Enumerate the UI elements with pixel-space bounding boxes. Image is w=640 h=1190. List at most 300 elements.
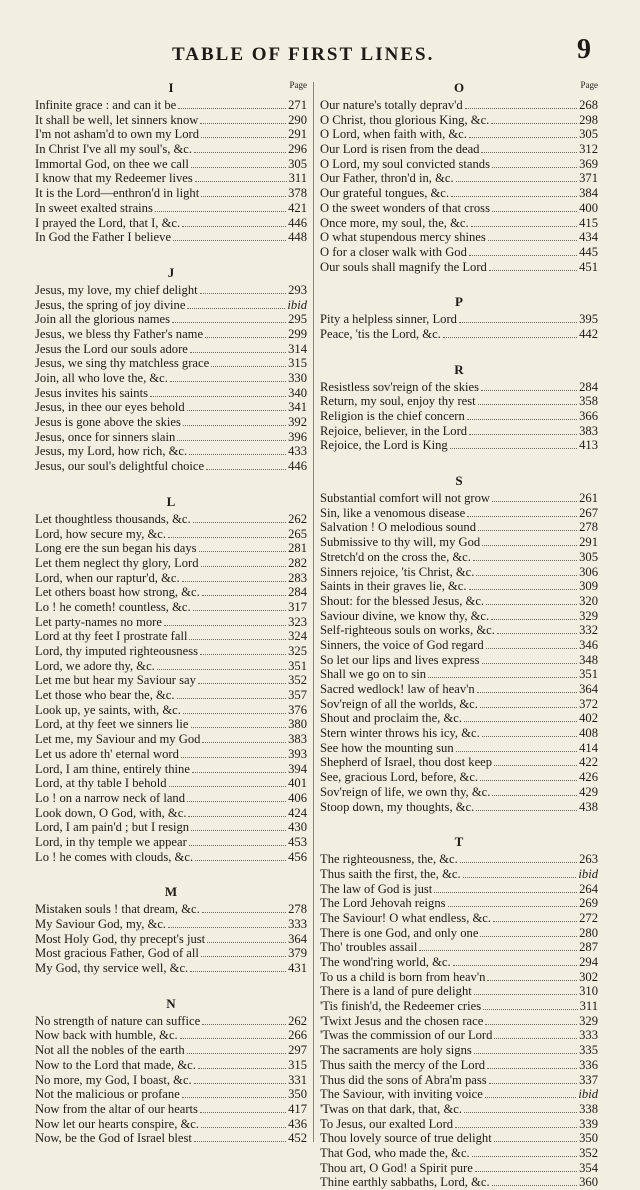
list-item bbox=[35, 600, 307, 615]
hymn-page-number: 278 bbox=[288, 902, 307, 917]
list-item bbox=[35, 1117, 307, 1132]
list-item bbox=[35, 1073, 307, 1088]
list-item bbox=[35, 1102, 307, 1117]
list-item bbox=[320, 940, 598, 955]
list-item bbox=[320, 113, 598, 128]
list-item bbox=[320, 770, 598, 785]
list-item bbox=[320, 682, 598, 697]
hymn-page-number: 295 bbox=[288, 312, 307, 327]
first-line-text: Shout and proclaim the, &c. bbox=[320, 711, 462, 726]
section-heading bbox=[35, 882, 307, 902]
hymn-page-number: 402 bbox=[579, 711, 598, 726]
dot-leader bbox=[177, 440, 286, 441]
first-line-text: Rejoice, believer, in the Lord bbox=[320, 423, 468, 438]
dot-leader bbox=[178, 108, 286, 109]
list-item bbox=[320, 1058, 598, 1073]
hymn-page-number: 392 bbox=[288, 415, 307, 430]
dot-leader bbox=[187, 308, 285, 309]
dot-leader bbox=[485, 1024, 577, 1025]
dot-leader bbox=[493, 921, 577, 922]
dot-leader bbox=[455, 1127, 577, 1128]
first-line-text: Let us adore th' eternal word bbox=[35, 746, 179, 761]
hymn-page-number: 315 bbox=[288, 1057, 307, 1072]
section-letter: P bbox=[455, 294, 463, 310]
section-heading bbox=[320, 471, 598, 491]
section-letter: L bbox=[166, 493, 176, 509]
hymn-page-number: 452 bbox=[288, 1131, 307, 1146]
hymn-page-number: 324 bbox=[288, 629, 307, 644]
hymn-page-number: 360 bbox=[579, 1175, 598, 1190]
list-item bbox=[320, 201, 598, 216]
first-line-text: Jesus, our soul's delightful choice bbox=[35, 459, 205, 474]
first-line-text: 'Twas on that dark, that, &c. bbox=[320, 1101, 462, 1116]
dot-leader bbox=[199, 551, 287, 552]
dot-leader bbox=[173, 240, 286, 241]
hymn-page-number: 350 bbox=[288, 1087, 307, 1102]
first-line-text: Let those who bear the, &c. bbox=[35, 688, 175, 703]
list-item bbox=[320, 216, 598, 231]
dot-leader bbox=[189, 845, 286, 846]
first-line-text: Jesus, we sing thy matchless grace bbox=[35, 356, 210, 371]
section-heading bbox=[320, 78, 598, 98]
dot-leader bbox=[177, 698, 287, 699]
first-line-text: Jesus, my Lord, how rich, &c. bbox=[35, 444, 188, 459]
section-gap bbox=[35, 864, 307, 882]
first-line-text: Jesus, we bless thy Father's name bbox=[35, 326, 204, 341]
hymn-page-number: 314 bbox=[288, 341, 307, 356]
hymn-page-number: 329 bbox=[579, 608, 598, 623]
list-item bbox=[320, 1117, 598, 1132]
hymn-page-number: 422 bbox=[579, 755, 598, 770]
section-gap bbox=[320, 814, 598, 832]
first-line-text: I prayed the Lord, that I, &c. bbox=[35, 215, 181, 230]
dot-leader bbox=[191, 830, 286, 831]
hymn-page-number: 354 bbox=[579, 1160, 598, 1175]
first-line-text: O for a closer walk with God bbox=[320, 244, 467, 259]
hymn-page-number: 424 bbox=[288, 805, 307, 820]
list-item bbox=[35, 1131, 307, 1146]
first-line-text: That God, who made the, &c. bbox=[320, 1145, 470, 1160]
list-item bbox=[35, 688, 307, 703]
hymn-page-number: 406 bbox=[288, 790, 307, 805]
dot-leader bbox=[464, 721, 577, 722]
list-item bbox=[320, 327, 598, 342]
dot-leader bbox=[181, 757, 286, 758]
list-item bbox=[35, 932, 307, 947]
hymn-page-number: 284 bbox=[288, 585, 307, 600]
hymn-page-number: 383 bbox=[288, 732, 307, 747]
dot-leader bbox=[478, 530, 577, 531]
list-item bbox=[35, 444, 307, 459]
dot-leader bbox=[471, 226, 577, 227]
first-line-text: Now to the Lord that made, &c. bbox=[35, 1057, 196, 1072]
dot-leader bbox=[182, 226, 286, 227]
hymn-page-number: 429 bbox=[579, 784, 598, 799]
list-item bbox=[35, 703, 307, 718]
dot-leader bbox=[487, 1068, 577, 1069]
first-line-text: Thus saith the mercy of the Lord bbox=[320, 1057, 486, 1072]
hymn-page-number: 421 bbox=[288, 200, 307, 215]
hymn-page-number: ibid bbox=[287, 297, 307, 312]
hymn-page-number: 305 bbox=[288, 156, 307, 171]
first-line-text: Lord, I am pain'd ; but I resign bbox=[35, 820, 190, 835]
list-item bbox=[35, 1014, 307, 1029]
dot-leader bbox=[202, 595, 286, 596]
hymn-page-number: 401 bbox=[288, 776, 307, 791]
entry-list bbox=[320, 852, 598, 1190]
hymn-page-number: 366 bbox=[579, 409, 598, 423]
list-item bbox=[320, 506, 598, 521]
list-item bbox=[320, 394, 598, 409]
first-line-text: Lo ! he cometh! countless, &c. bbox=[35, 599, 191, 614]
first-line-text: The righteousness, the, &c. bbox=[320, 852, 458, 867]
first-line-text: Jesus, in thee our eyes behold bbox=[35, 400, 185, 415]
hymn-page-number: 378 bbox=[288, 186, 307, 201]
hymn-page-number: 358 bbox=[579, 394, 598, 409]
hymn-page-number: 278 bbox=[579, 520, 598, 535]
list-item bbox=[320, 638, 598, 653]
dot-leader bbox=[200, 654, 286, 655]
section-letter: N bbox=[166, 995, 176, 1011]
dot-leader bbox=[194, 1141, 286, 1142]
hymn-page-number: 311 bbox=[288, 171, 307, 186]
section-letter: R bbox=[454, 361, 464, 377]
section-heading bbox=[320, 832, 598, 852]
first-line-text: Saints in their graves lie, &c. bbox=[320, 579, 467, 594]
section-letter: O bbox=[453, 80, 465, 95]
first-line-text: Lord, when our raptur'd, &c. bbox=[35, 570, 180, 585]
dot-leader bbox=[194, 1083, 286, 1084]
first-line-text: Tho' troubles assail bbox=[320, 940, 418, 955]
list-item bbox=[35, 186, 307, 201]
first-line-text: Jesus, my love, my chief delight bbox=[35, 282, 198, 297]
first-line-text: Self-righteous souls on works, &c. bbox=[320, 623, 495, 638]
first-line-text: It shall be well, let sinners know bbox=[35, 112, 199, 127]
dot-leader bbox=[164, 625, 286, 626]
hymn-page-number: 426 bbox=[579, 770, 598, 785]
first-line-text: Stoop down, my thoughts, &c. bbox=[320, 799, 475, 814]
hymn-page-number: 348 bbox=[579, 652, 598, 667]
dot-leader bbox=[195, 860, 286, 861]
hymn-page-number: 311 bbox=[579, 999, 598, 1014]
first-line-text: The Saviour, with inviting voice bbox=[320, 1087, 483, 1102]
first-line-text: Religion is the chief concern bbox=[320, 409, 465, 423]
dot-leader bbox=[205, 337, 286, 338]
section-heading bbox=[320, 360, 598, 380]
hymn-page-number: 415 bbox=[579, 215, 598, 230]
first-line-text: O Lord, when faith with, &c. bbox=[320, 127, 467, 142]
list-item bbox=[320, 623, 598, 638]
hymn-page-number: 346 bbox=[579, 637, 598, 652]
dot-leader bbox=[189, 454, 286, 455]
list-item bbox=[320, 852, 598, 867]
dot-leader bbox=[198, 1068, 286, 1069]
hymn-page-number: 376 bbox=[288, 702, 307, 717]
list-item bbox=[35, 902, 307, 917]
hymn-page-number: 364 bbox=[579, 682, 598, 696]
first-line-text: No strength of nature can suffice bbox=[35, 1013, 201, 1028]
dot-leader bbox=[489, 270, 577, 271]
dot-leader bbox=[474, 994, 577, 995]
dot-leader bbox=[491, 123, 577, 124]
hymn-page-number: 287 bbox=[579, 940, 598, 955]
dot-leader bbox=[189, 639, 286, 640]
list-item bbox=[320, 565, 598, 580]
first-line-text: Lord, in thy temple we appear bbox=[35, 834, 187, 849]
list-item bbox=[320, 896, 598, 911]
hymn-page-number: 298 bbox=[579, 112, 598, 127]
hymn-page-number: 330 bbox=[288, 371, 307, 385]
first-line-text: Substantial comfort will not grow bbox=[320, 491, 490, 506]
right-column bbox=[320, 78, 598, 1190]
first-line-text: Let me, my Saviour and my God bbox=[35, 732, 201, 747]
dot-leader bbox=[157, 669, 286, 670]
dot-leader bbox=[200, 123, 286, 124]
dot-leader bbox=[474, 1053, 577, 1054]
first-line-text: See, gracious Lord, before, &c. bbox=[320, 770, 479, 785]
hymn-page-number: 434 bbox=[579, 230, 598, 245]
hymn-page-number: 372 bbox=[579, 696, 598, 711]
list-item bbox=[35, 917, 307, 932]
first-line-text: Infinite grace : and can it be bbox=[35, 98, 177, 112]
dot-leader bbox=[170, 381, 286, 382]
hymn-page-number: 265 bbox=[288, 526, 307, 541]
first-line-text: Rejoice, the Lord is King bbox=[320, 438, 448, 453]
first-line-text: There is a land of pure delight bbox=[320, 984, 472, 999]
dot-leader bbox=[492, 1185, 577, 1186]
first-line-text: The Lord Jehovah reigns bbox=[320, 896, 446, 911]
first-line-text: Saviour divine, we know thy, &c. bbox=[320, 608, 490, 623]
first-line-text: Look down, O God, with, &c. bbox=[35, 805, 187, 820]
list-item bbox=[35, 98, 307, 113]
hymn-page-number: 438 bbox=[579, 799, 598, 814]
first-line-text: To Jesus, our exalted Lord bbox=[320, 1116, 454, 1131]
hymn-page-number: 431 bbox=[288, 961, 307, 976]
first-line-text: Now, be the God of Israel blest bbox=[35, 1131, 192, 1146]
hymn-page-number: 350 bbox=[579, 1131, 598, 1146]
hymn-page-number: 262 bbox=[288, 1013, 307, 1028]
dot-leader bbox=[195, 181, 287, 182]
dot-leader bbox=[183, 425, 286, 426]
list-item bbox=[320, 1161, 598, 1176]
list-item bbox=[35, 1043, 307, 1058]
dot-leader bbox=[193, 522, 286, 523]
hymn-page-number: 394 bbox=[288, 761, 307, 776]
list-item bbox=[320, 409, 598, 424]
dot-leader bbox=[489, 1083, 577, 1084]
section-letter: M bbox=[164, 884, 178, 900]
dot-leader bbox=[451, 196, 577, 197]
first-line-text: The wond'ring world, &c. bbox=[320, 955, 451, 969]
list-item bbox=[320, 312, 598, 327]
entry-list bbox=[320, 312, 598, 341]
first-line-text: Sin, like a venomous disease bbox=[320, 505, 466, 520]
dot-leader bbox=[168, 927, 286, 928]
list-item bbox=[320, 1175, 598, 1190]
list-item bbox=[320, 755, 598, 770]
hymn-page-number: 305 bbox=[579, 127, 598, 142]
hymn-page-number: 331 bbox=[288, 1072, 307, 1087]
dot-leader bbox=[201, 956, 286, 957]
hymn-page-number: 262 bbox=[288, 511, 307, 526]
hymn-page-number: 332 bbox=[579, 623, 598, 638]
list-item bbox=[35, 835, 307, 850]
hymn-page-number: 448 bbox=[288, 230, 307, 245]
list-item bbox=[320, 882, 598, 897]
list-item bbox=[320, 1043, 598, 1058]
dot-leader bbox=[434, 892, 577, 893]
first-line-text: No more, my God, I boast, &c. bbox=[35, 1072, 192, 1087]
dot-leader bbox=[207, 942, 286, 943]
hymn-page-number: 357 bbox=[288, 688, 307, 703]
hymn-page-number: 433 bbox=[288, 444, 307, 459]
dot-leader bbox=[201, 196, 286, 197]
entry-list bbox=[320, 380, 598, 453]
list-item bbox=[35, 459, 307, 474]
first-line-text: Return, my soul, enjoy thy rest bbox=[320, 394, 476, 409]
section-heading bbox=[35, 263, 307, 283]
list-item bbox=[35, 732, 307, 747]
dot-leader bbox=[443, 337, 577, 338]
first-line-text: Lo ! on a narrow neck of land bbox=[35, 790, 186, 805]
section-letter: I bbox=[168, 80, 174, 95]
dot-leader bbox=[202, 742, 286, 743]
first-line-text: Lord, I am thine, entirely thine bbox=[35, 761, 190, 776]
list-item bbox=[35, 230, 307, 245]
dot-leader bbox=[200, 1112, 286, 1113]
list-item bbox=[35, 673, 307, 688]
dot-leader bbox=[201, 566, 287, 567]
first-line-text: It is the Lord—enthron'd in light bbox=[35, 186, 200, 201]
dot-leader bbox=[202, 912, 286, 913]
hymn-page-number: 340 bbox=[288, 385, 307, 400]
dot-leader bbox=[485, 1097, 577, 1098]
list-item bbox=[35, 585, 307, 600]
first-line-text: I'm not asham'd to own my Lord bbox=[35, 127, 200, 142]
list-item bbox=[35, 157, 307, 172]
dot-leader bbox=[168, 537, 286, 538]
first-line-text: My God, thy service well, &c. bbox=[35, 961, 189, 976]
hymn-page-number: 282 bbox=[288, 555, 307, 570]
list-item bbox=[320, 984, 598, 999]
page-column-label: Page bbox=[289, 80, 307, 90]
hymn-page-number: 261 bbox=[579, 491, 598, 506]
list-item bbox=[320, 594, 598, 609]
list-item bbox=[320, 491, 598, 506]
list-item bbox=[320, 653, 598, 668]
dot-leader bbox=[469, 255, 577, 256]
section-gap bbox=[320, 342, 598, 360]
first-line-text: I know that my Redeemer lives bbox=[35, 171, 193, 186]
hymn-page-number: 383 bbox=[579, 423, 598, 438]
first-line-text: My Saviour God, my, &c. bbox=[35, 917, 167, 931]
section-letter: T bbox=[454, 834, 464, 850]
first-line-text: O what stupendous mercy shines bbox=[320, 230, 486, 245]
list-item bbox=[320, 380, 598, 395]
hymn-page-number: 393 bbox=[288, 746, 307, 761]
first-line-text: Shout: for the blessed Jesus, &c. bbox=[320, 593, 485, 608]
list-item bbox=[320, 186, 598, 201]
list-item bbox=[35, 820, 307, 835]
dot-leader bbox=[190, 352, 286, 353]
list-item bbox=[35, 1058, 307, 1073]
dot-leader bbox=[206, 469, 286, 470]
dot-leader bbox=[483, 1009, 577, 1010]
dot-leader bbox=[169, 786, 287, 787]
list-item bbox=[320, 1014, 598, 1029]
hymn-page-number: 442 bbox=[579, 326, 598, 341]
list-item bbox=[35, 342, 307, 357]
list-item bbox=[35, 762, 307, 777]
hymn-page-number: 417 bbox=[288, 1101, 307, 1116]
section-gap bbox=[35, 245, 307, 263]
first-line-text: Our Father, thron'd in, &c. bbox=[320, 171, 454, 186]
dot-leader bbox=[419, 950, 577, 951]
list-item bbox=[320, 1087, 598, 1102]
first-line-text: Let others boast how strong, &c. bbox=[35, 585, 200, 600]
dot-leader bbox=[428, 677, 577, 678]
dot-leader bbox=[492, 501, 577, 502]
section-heading bbox=[35, 78, 307, 98]
dot-leader bbox=[464, 1112, 577, 1113]
list-item bbox=[35, 776, 307, 791]
list-item bbox=[320, 800, 598, 815]
dot-leader bbox=[200, 293, 286, 294]
section-gap bbox=[320, 453, 598, 471]
dot-leader bbox=[211, 366, 286, 367]
list-item bbox=[320, 1146, 598, 1161]
first-line-text: Lord, at thy feet we sinners lie bbox=[35, 717, 189, 732]
first-line-text: O Lord, my soul convicted stands bbox=[320, 156, 490, 171]
first-line-text: Sov'reign of all the worlds, &c. bbox=[320, 696, 478, 711]
list-item bbox=[320, 520, 598, 535]
page-header bbox=[0, 34, 640, 74]
dot-leader bbox=[201, 137, 286, 138]
hymn-page-number: 290 bbox=[288, 112, 307, 127]
dot-leader bbox=[469, 434, 577, 435]
dot-leader bbox=[191, 727, 287, 728]
hymn-page-number: 320 bbox=[579, 593, 598, 608]
hymn-page-number: 264 bbox=[579, 881, 598, 896]
list-item bbox=[320, 785, 598, 800]
list-item bbox=[320, 970, 598, 985]
list-item bbox=[35, 216, 307, 231]
first-line-text: Jesus invites his saints bbox=[35, 385, 148, 400]
hymn-page-number: 337 bbox=[579, 1072, 598, 1087]
dot-leader bbox=[150, 396, 286, 397]
dot-leader bbox=[202, 1024, 286, 1025]
hymn-page-number: 323 bbox=[288, 614, 307, 629]
hymn-page-number: 446 bbox=[288, 459, 307, 474]
first-line-text: Sacred wedlock! law of heav'n bbox=[320, 682, 475, 696]
entry-list bbox=[35, 512, 307, 865]
dot-leader bbox=[480, 780, 577, 781]
first-line-text: Our grateful tongues, &c. bbox=[320, 186, 450, 201]
first-line-text: Thou lovely source of true delight bbox=[320, 1131, 492, 1146]
hymn-page-number: 267 bbox=[579, 505, 598, 520]
list-item bbox=[35, 629, 307, 644]
hymn-page-number: 379 bbox=[288, 946, 307, 961]
first-line-text: Lo ! he comes with clouds, &c. bbox=[35, 849, 194, 864]
list-item bbox=[320, 142, 598, 157]
dot-leader bbox=[194, 152, 286, 153]
first-line-text: Mistaken souls ! that dream, &c. bbox=[35, 902, 200, 917]
list-item bbox=[35, 717, 307, 732]
first-line-text: Sinners, the voice of God regard bbox=[320, 637, 484, 652]
list-item bbox=[35, 512, 307, 527]
list-item bbox=[35, 571, 307, 586]
dot-leader bbox=[491, 619, 577, 620]
